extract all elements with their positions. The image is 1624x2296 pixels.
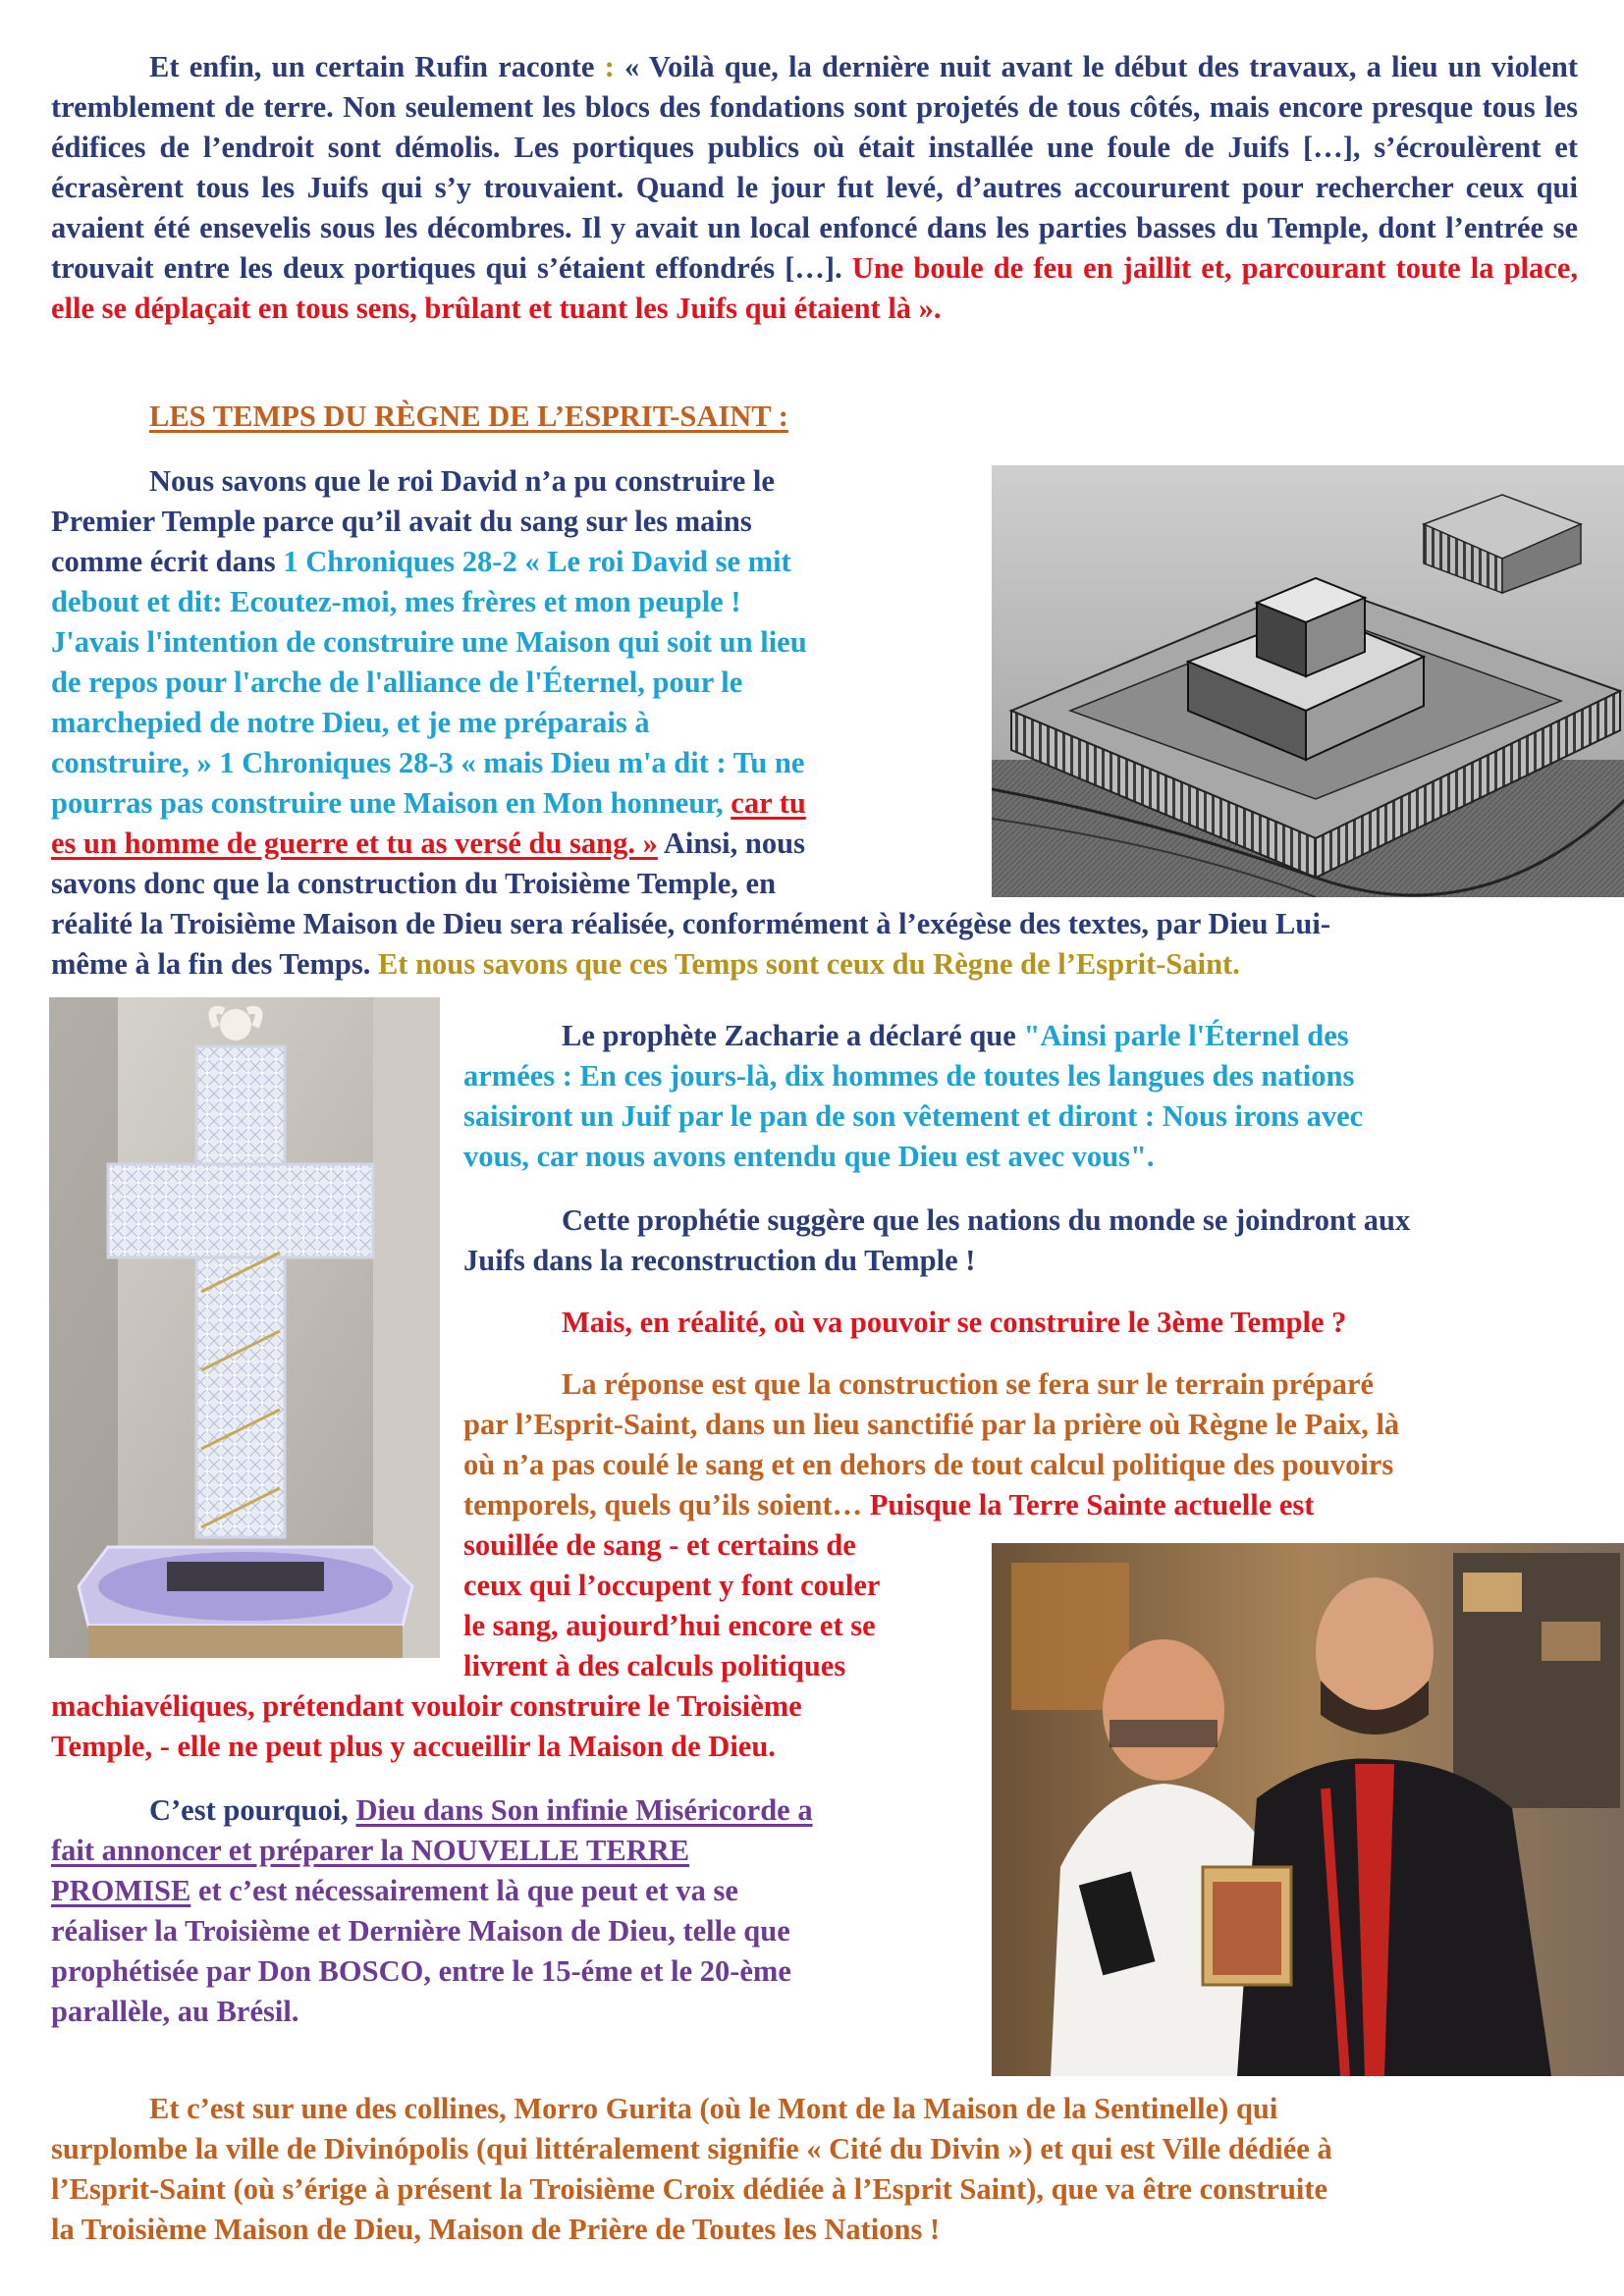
promise-link-1: Dieu dans Son infinie Miséricorde a [355,1793,813,1827]
prophecy-line-2: Juifs dans la reconstruction du Temple ! [463,1244,976,1277]
david-line-11: savons donc que la construction du Troisième Temple, en [51,867,777,900]
rufin-fireball: Une boule de feu en jaillit et, parcourant toute la place, elle se déplaçait en tous sens, brûlant et tuant les Juifs qui étaient là ». [51,251,1578,325]
answer-line-7: le sang, aujourd’hui encore et se [463,1609,876,1642]
promise-line-6: parallèle, au Brésil. [51,1995,299,2028]
david-line-6: de repos pour l'arche de l'alliance de l'Éternel, pour le [51,666,743,699]
paragraph-david [51,461,1583,985]
david-line-12: réalité la Troisième Maison de Dieu sera réalisée, conformément à l’exégèse des textes, par Dieu Lui- [51,907,1330,940]
answer-line-3: où n’a pas coulé le sang et en dehors de tout calcul politique des pouvoirs [463,1448,1394,1481]
zacharie-line-2: armées : En ces jours-là, dix hommes de toutes les langues des nations [463,1059,1355,1093]
answer-line-8: livrent à des calculs politiques [463,1649,846,1682]
answer-line-6: ceux qui l’occupent y font couler [463,1569,881,1602]
paragraph-promise [51,1790,984,2032]
david-line-4: debout et dit: Ecoutez-moi, mes frères et mon peuple ! [51,585,741,618]
rufin-colon: : [604,50,615,83]
promise-line-1: C’est pourquoi, Dieu dans Son infinie Miséricorde a [149,1793,813,1827]
paragraph-question: Mais, en réalité, où va pouvoir se construire le 3ème Temple ? [562,1306,1347,1339]
answer-line-5: souillée de sang - et certains de [463,1528,856,1562]
david-line-2: Premier Temple parce qu’il avait du sang sur les mains [51,505,752,538]
promise-line-5: prophétisée par Don BOSCO, entre le 15-éme et le 20-ème [51,1954,791,1988]
david-line-1: Nous savons que le roi David n’a pu construire le [149,464,775,498]
divinopolis-line-2: surplombe la ville de Divinópolis (qui littéralement signifie « Cité du Divin ») et qui est Ville dédiée à [51,2132,1332,2165]
divinopolis-line-3: l’Esprit-Saint (où s’érige à présent la Troisième Croix dédiée à l’Esprit Saint), que va être construite [51,2172,1328,2206]
david-line-3: comme écrit dans 1 Chroniques 28-2 « Le roi David se mit [51,545,791,578]
answer-line-9: machiavéliques, prétendant vouloir construire le Troisième [51,1689,802,1723]
two-men-photo [992,1543,1624,2076]
illuminated-cross-image [49,997,440,1658]
divinopolis-line-4: la Troisième Maison de Dieu, Maison de Prière de Toutes les Nations ! [51,2213,941,2246]
david-line-9: pourras pas construire une Maison en Mon honneur, car tu [51,786,806,820]
answer-line-1: La réponse est que la construction se fera sur le terrain préparé [562,1367,1375,1401]
answer-line-4: temporels, quels qu’ils soient… Puisque la Terre Sainte actuelle est [463,1488,1315,1522]
rufin-quote: « Voilà que, la dernière nuit avant le début des travaux, a lieu un violent tremblement de terre. Non seulement les blocs des fondations sont projetés de tous côtés, mais encore presque tous les édifices de l’endroit sont démolis. Les portiques publics où était installée une foule de Juifs […], s’écroulèrent et écrasèrent tous les Juifs qui s’y trouvaient. Quand le jour fut levé, d’autres accoururent pour rechercher ceux qui avaient été ensevelis sous les décombres. Il y avait un local enfoncé dans les parties basses du Temple, dont l’entrée se trouvait entre les deux portiques qui s’étaient effondrés […]. [51,50,1578,285]
paragraph-prophecy [463,1201,1583,1281]
divinopolis-line-1: Et c’est sur une des collines, Morro Gurita (où le Mont de la Maison de la Sentinelle) qui [149,2092,1278,2125]
david-line-5: J'avais l'intention de construire une Maison qui soit un lieu [51,625,807,659]
david-line-8: construire, » 1 Chroniques 28-3 « mais Dieu m'a dit : Tu ne [51,746,805,779]
prophecy-line-1: Cette prophétie suggère que les nations du monde se joindront aux [562,1203,1411,1237]
david-line-13: même à la fin des Temps. Et nous savons que ces Temps sont ceux du Règne de l’Esprit-Saint. [51,947,1240,981]
cross-drawing [49,997,440,1658]
zacharie-line-3: saisiront un Juif par le pan de son vêtement et diront : Nous irons avec [463,1099,1364,1133]
photo-drawing [992,1543,1624,2076]
war-man-quote-2: es un homme de guerre et tu as versé du sang. » [51,827,658,860]
paragraph-rufin [51,47,1578,329]
answer-line-2: par l’Esprit-Saint, dans un lieu sanctifié par la prière où Règne le Paix, là [463,1408,1400,1441]
paragraph-zacharie [463,1016,1583,1177]
war-man-quote-1: car tu [731,786,806,820]
rufin-intro: Et enfin, un certain Rufin raconte [149,50,605,83]
section-heading: LES TEMPS DU RÈGNE DE L’ESPRIT-SAINT : [149,400,788,433]
answer-line-10: Temple, - elle ne peut plus y accueillir la Maison de Dieu. [51,1730,776,1763]
promise-line-2: fait annoncer et préparer la NOUVELLE TERRE [51,1834,690,1867]
paragraph-divinopolis [51,2089,1583,2250]
zacharie-line-1: Le prophète Zacharie a déclaré que "Ainsi parle l'Éternel des [562,1019,1349,1052]
zacharie-line-4: vous, car nous avons entendu que Dieu est avec vous". [463,1140,1155,1173]
promise-line-4: réaliser la Troisième et Dernière Maison de Dieu, telle que [51,1914,790,1948]
promise-line-3: PROMISE et c’est nécessairement là que peut et va se [51,1874,738,1907]
david-line-7: marchepied de notre Dieu, et je me préparais à [51,706,650,739]
david-line-10: es un homme de guerre et tu as versé du sang. » Ainsi, nous [51,827,805,860]
